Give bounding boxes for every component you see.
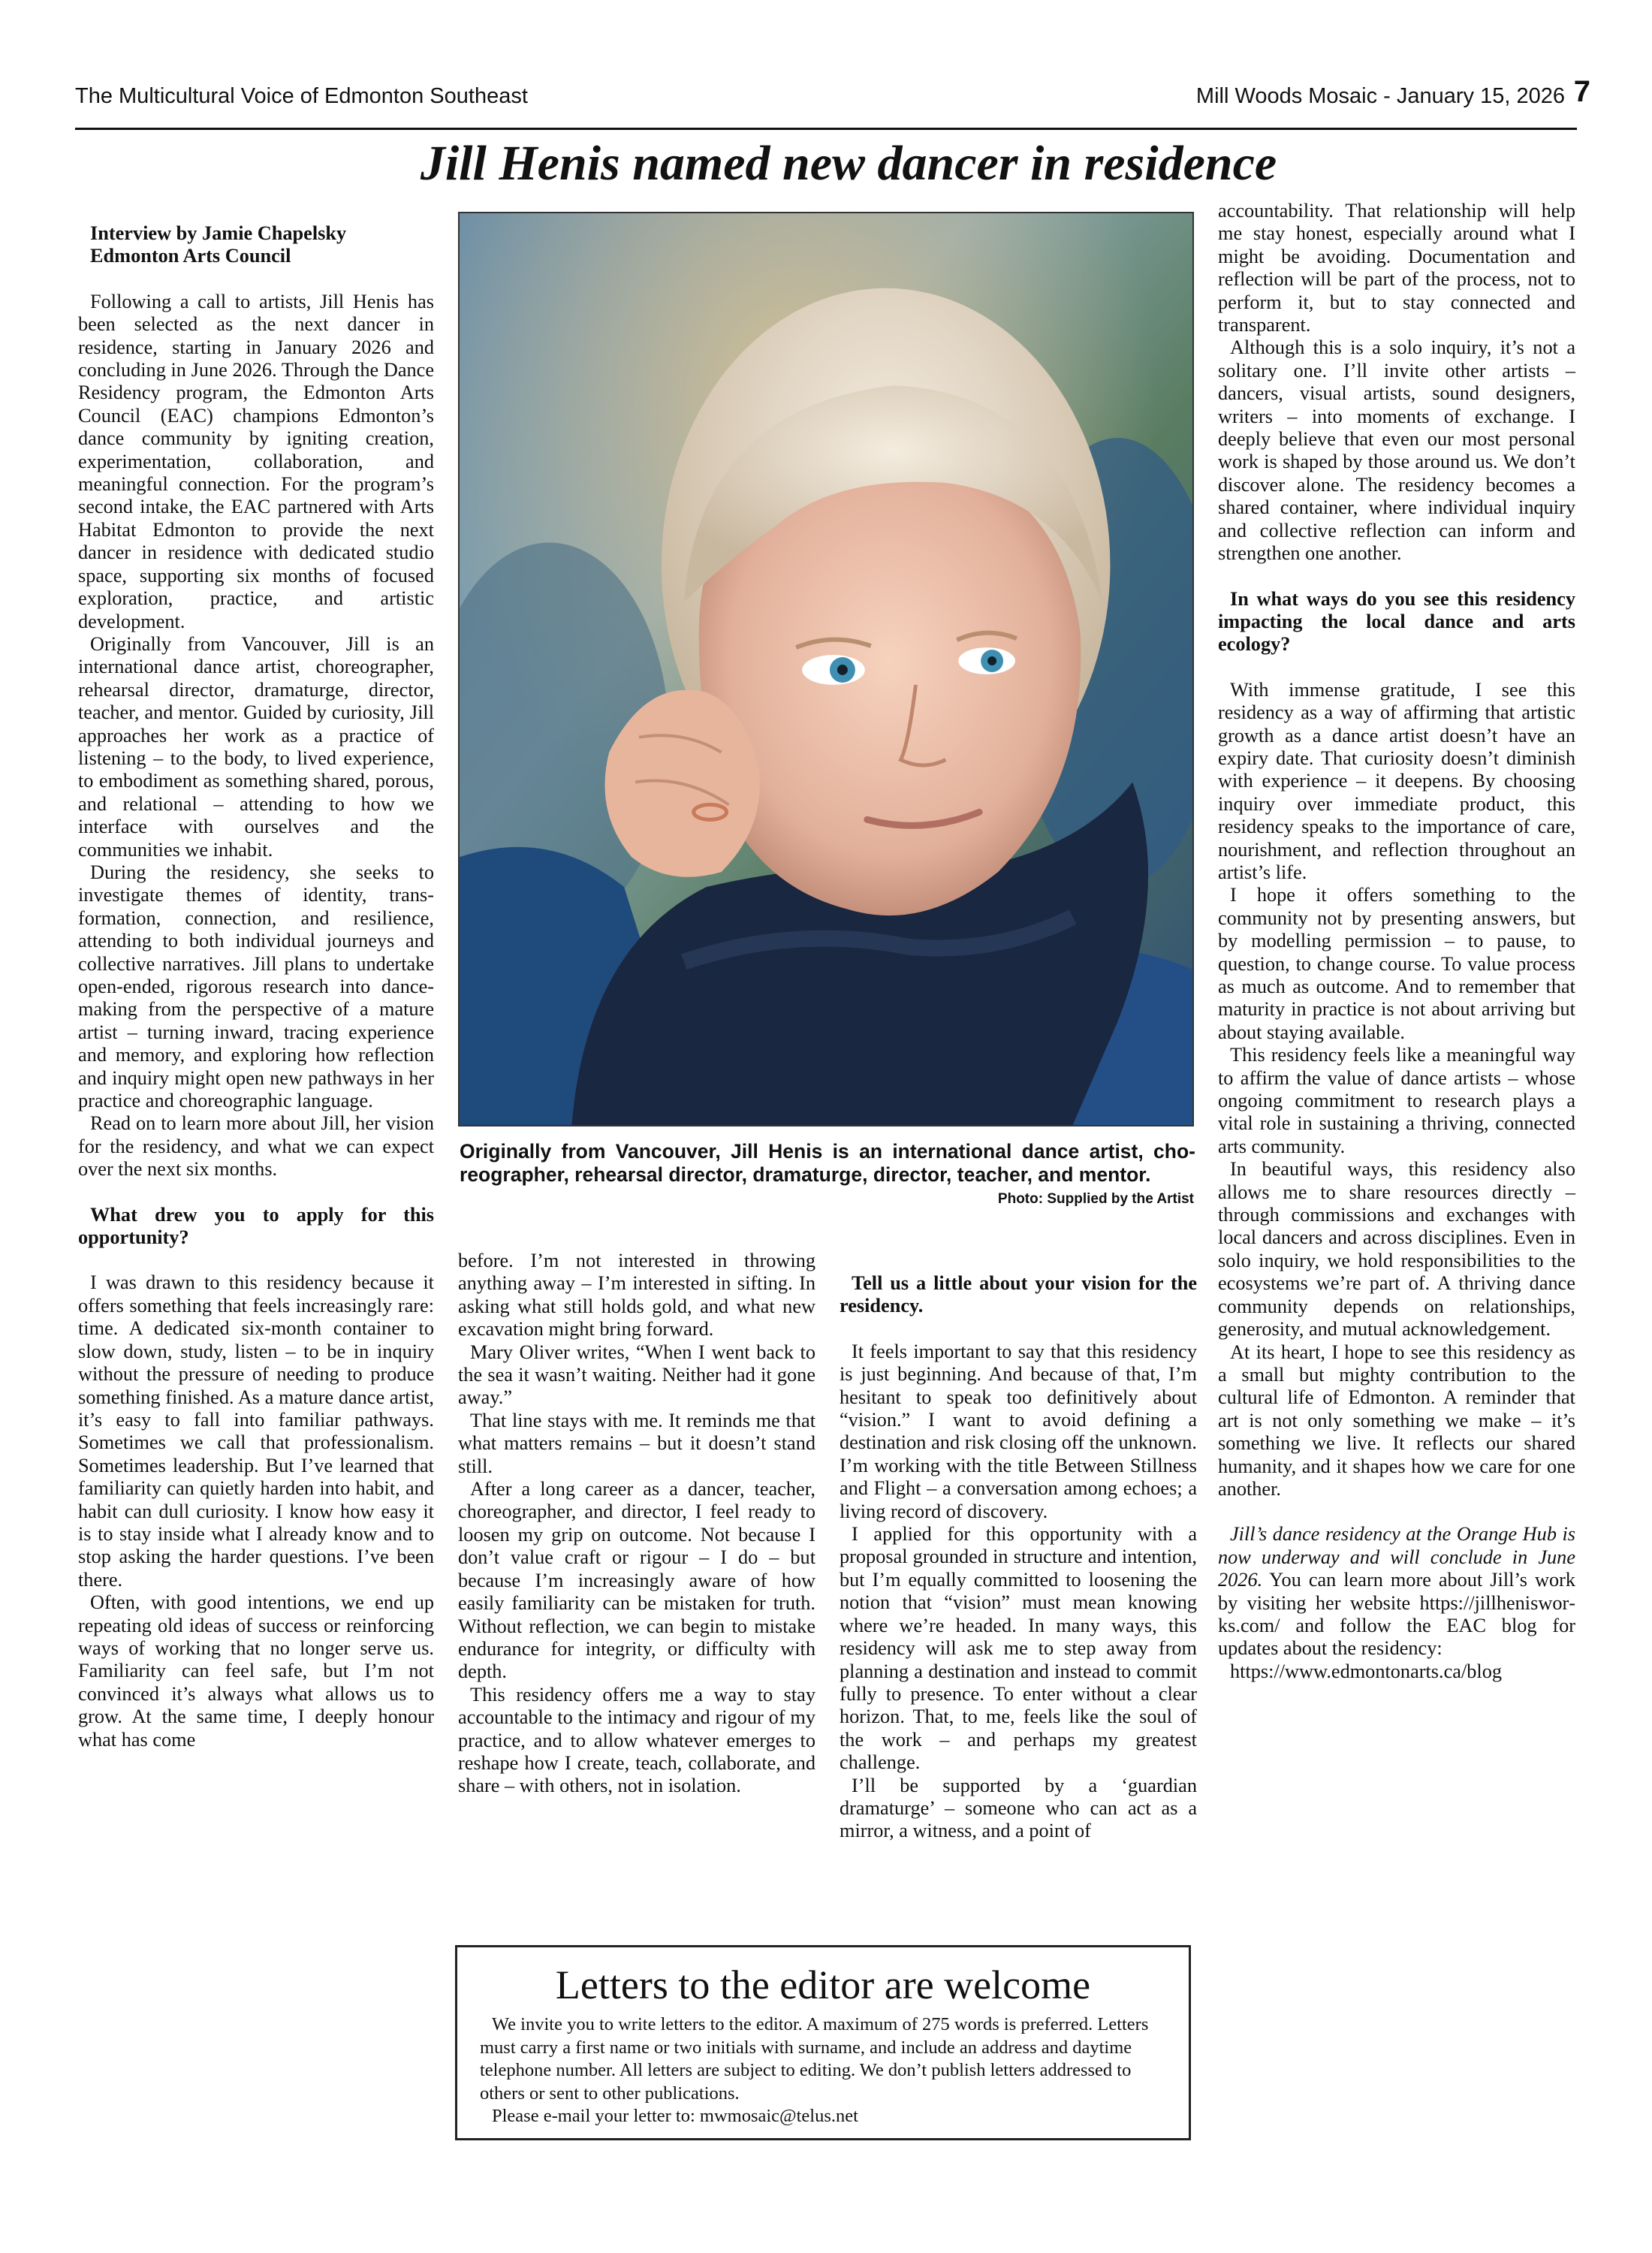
letters-body <box>480 2013 1166 2128</box>
letters-instructions: We invite you to write letters to the editor. A maximum of 275 words is preferred. Letters must carry a first name or two initials with surname, and include an address and daytime telephone number. All letters are subject to editing. We don’t publish letters addressed to others or sent to other publications. <box>480 2014 1149 2104</box>
paragraph: Mary Oliver writes, “When I went back to the sea it wasn’t waiting. Neither had it gone away.” <box>458 1341 815 1409</box>
photo-caption: Originally from Vancouver, Jill Henis is an international dance artist, choreographer, rehearsal director, dramaturge, director, teacher, and mentor. <box>460 1140 1195 1186</box>
paragraph: Often, with good intentions, we end up repeating old ideas of success or reinforcing ways of working that no longer serve us. Familiarity can feel safe, but I’m not convinced it’s always what allows us to grow. At the same time, I deeply honour what has come <box>78 1591 434 1751</box>
paragraph: At its heart, I hope to see this residency as a small but mighty contribution to the cultural life of Edmonton. A reminder that art is not only something we make – it’s something we live. It reflects our shared humanity, and it shapes how we care for one another. <box>1218 1341 1575 1500</box>
closing-note-italic: Jill’s dance residency at the Orange Hub is now underway and will conclude in June 2026. <box>1218 1523 1575 1591</box>
paper-tagline: The Multicultural Voice of Edmonton Southeast <box>75 84 528 108</box>
paragraph: This residency offers me a way to stay accountable to the intimacy and rigour of my practice, and to allow whatever emerges to reshape how I create, teach, collaborate, and share – with others, not in isolation. <box>458 1683 815 1797</box>
paragraph: That line stays with me. It reminds me that what matters remains – but it doesn’t stand still. <box>458 1409 815 1477</box>
issue-date: Mill Woods Mosaic - January 15, 2026 <box>1195 84 1565 108</box>
paragraph: before. I’m not interested in throwing anything away – I’m interested in sifting. In asking what still holds gold, and what new excavation might bring forward. <box>458 1250 815 1341</box>
header-rule <box>75 128 1577 130</box>
paragraph: Following a call to artists, Jill Henis has been selected as the next dancer in residence, starting in January 2026 and concluding in June 2026. Through the Dance Residency program, the Edmonton Arts Council (EAC) champions Edmonton’s dance community by igniting creation, experimentation, collaboration, and meaningful connection. For the program’s second intake, the EAC partnered with Arts Habitat Edmonton to provide the next dancer in residence with dedicated studio space, supporting six months of focused exploration, practice, and artistic development. <box>78 290 434 632</box>
photo-credit: Photo: Supplied by the Artist <box>997 1191 1194 1207</box>
paragraph: I applied for this opportunity with a proposal grounded in structure and intention, but I’m equally committed to loosening the notion that “vision” must mean knowing where we’re headed. In many ways, this residency will ask me to step away from planning a destination and instead to commit fully to presence. To enter without a clear horizon. That, to me, feels like the soul of the work – and perhaps my greatest challenge. <box>840 1523 1197 1774</box>
paragraph: It feels important to say that this residency is just beginning. And because of that, I’m hesitant to speak too definitively about “vision.” I want to avoid defining a destination and risk closing off the unknown. I’m working with the title Between Stillness and Flight – a conversation among echoes; a living record of discovery. <box>840 1340 1197 1522</box>
letters-title: Letters to the editor are welcome <box>555 1962 1091 2007</box>
letters-email[interactable]: Please e-mail your letter to: mwmosaic@telus.net <box>492 2106 858 2126</box>
paragraph: Although this is a solo inquiry, it’s not a solitary one. I’ll invite other artists – dancers, visual artists, sound designers, writers – into moments of exchange. I deeply believe that even our most personal work is shaped by those around us. We don’t discover alone. The residency becomes a shared container, where individual inquiry and collective reflection can inform and strengthen one another. <box>1218 336 1575 565</box>
paragraph: Originally from Vancouver, Jill is an international dance artist, choreographer, rehearsal director, dramaturge, director, teacher, and mentor. Guided by curiosity, Jill approaches her work as a practice of listening – to the body, to lived experience, to embodiment as something shared, porous, and relational – attending to how we interface with ourselves and the communities we inhabit. <box>78 632 434 861</box>
paragraph: This residency feels like a meaningful way to affirm the value of dance artists – whose ongoing commitment to research plays a vital role in sustaining a thriving, connected arts community. <box>1218 1044 1575 1157</box>
paragraph: During the residency, she seeks to investigate themes of identity, transformation, connection, and resilience, attending to both individual journeys and collective narratives. Jill plans to undertake open-ended, rigorous research into dance-making from the perspective of a mature artist – turning inward, tracing experience and memory, and exploring how reflection and inquiry might open new pathways in her practice and choreographic language. <box>78 861 434 1112</box>
paragraph: I hope it offers something to the community not by presenting answers, but by modelling permission – to pause, to question, to change course. To value process as much as outcome. And to remember that maturity in practice is not about arriving but about staying available. <box>1218 884 1575 1043</box>
article-column-2 <box>458 1250 815 1798</box>
closing-note-text: You can learn more about Jill’s work by visiting her website https://jillhenisworks.com/ and follow the EAC blog for updates about the residency: <box>1218 1569 1575 1660</box>
paragraph: I’ll be supported by a ‘guardian dramaturge’ – someone who can act as a mirror, a witness, and a point of <box>840 1774 1197 1842</box>
portrait-photo <box>458 212 1194 1126</box>
article-column-1 <box>78 222 434 1751</box>
page-number: 7 <box>1573 75 1590 108</box>
letters-to-editor-box <box>455 1945 1191 2140</box>
paragraph: After a long career as a dancer, teacher, choreographer, and director, I feel ready to loosen my grip on outcome. Not because I don’t value craft or rigour – I do – but because I’m increasingly aware of how easily familiarity can be mistaken for truth. Without reflection, we can begin to mistake endurance for integrity, or difficulty with depth. <box>458 1478 815 1683</box>
interview-question: Tell us a little about your vision for the residency. <box>840 1272 1197 1317</box>
byline-organization: Edmonton Arts Council <box>90 245 291 267</box>
blog-link[interactable]: https://www.edmontonarts.ca/blog <box>1230 1660 1503 1682</box>
paragraph: Read on to learn more about Jill, her vision for the residency, and what we can expect over the next six months. <box>78 1112 434 1181</box>
paragraph: With immense gratitude, I see this residency as a way of affirming that artistic growth as a dance artist doesn’t have an expiry date. That curiosity doesn’t diminish with experience – it deepens. By choosing inquiry over immediate product, this residency speaks to the importance of care, nourishment, and reflection throughout an artist’s life. <box>1218 678 1575 883</box>
article-headline: Jill Henis named new dancer in residence <box>420 136 1277 191</box>
paragraph: I was drawn to this residency because it offers something that feels increasingly rare: time. A dedicated six-month container to slow down, study, listen – to be in inquiry without the pressure of needing to produce something finished. As a mature dance artist, it’s easy to fall into familiar pathways. Sometimes we call that professionalism. Sometimes leadership. But I’ve learned that familiarity can quietly harden into habit, and habit can dull curiosity. I know how easy it is to stay inside what I already know and to stop asking the harder questions. I’ve been there. <box>78 1271 434 1591</box>
interview-question: What drew you to apply for this opportunity? <box>78 1203 434 1249</box>
interview-question: In what ways do you see this residency impacting the local dance and arts ecology? <box>1218 587 1575 656</box>
paragraph: accountability. That relationship will help me stay honest, especially around what I might be avoiding. Documentation and reflection will be part of the process, not to perform it, but to stay connected and transparent. <box>1218 200 1575 336</box>
paragraph: In beautiful ways, this residency also allows me to share resources directly – through commissions and exchanges with local dancers and across disciplines. Even in solo inquiry, we hold responsibilities to the ecosystems we’re part of. A thriving dance community depends on relationships, generosity, and mutual acknowledgement. <box>1218 1158 1575 1341</box>
article-column-4 <box>1218 200 1575 1683</box>
byline-author: Interview by Jamie Chapelsky <box>90 222 347 244</box>
closing-note <box>1218 1523 1575 1660</box>
portrait-illustration <box>460 213 1192 1125</box>
article-column-3 <box>840 1272 1197 1843</box>
